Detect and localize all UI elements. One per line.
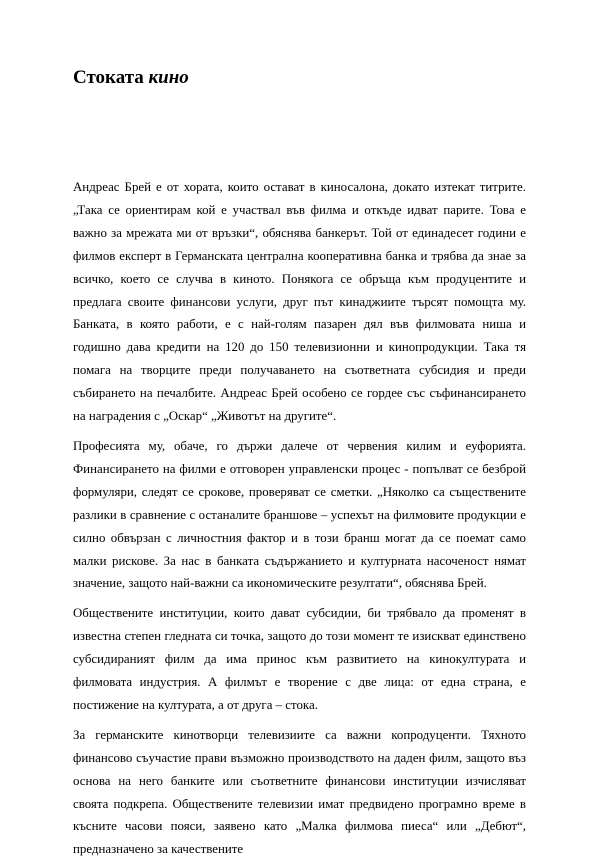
paragraph-1: Андреас Брей е от хората, които остават в киносалона, докато изтекат титрите. „Така се ориентирам кой е участвал във филма и откъде идват парите. Това е важно за мрежата ми от връзки“, обяснява банкерът. Той от единадесет години е филмов експерт в Германската централна кооперативна банка и трябва да знае за всичко, което се случва в киното. Понякога се обръща към продуцентите и предлага своите финансови услуги, друг път кинаджиите търсят помощта му. Банката, в която работи, е с най-голям пазарен дял във филмовата ниша и годишно дава кредити на 120 до 150 телевизионни и кинопродукции. Така тя помага на творците преди получаването на съответната субсидия и преди събирането на печалбите. Андреас Брей особено се гордее със съфинансирането на наградения с „Оскар“ „Животът на другите“.	[73, 180, 526, 424]
paragraph-3: Обществените институции, които дават субсидии, би трябвало да променят в известна степен гледната си точка, защото до този момент те изискват единствено субсидираният филм да има принос към развитието на кинокултурата и филмовата индустрия. А филмът е творение с две лица: от една страна, е постижение на културата, а от друга – стока.	[73, 606, 526, 712]
paragraph-4: За германските кинотворци телевизиите са важни копродуценти. Тяхното финансово съучастие прави възможно производството на даден филм, защото въз основа на него банките или съответните финансови институции изчисляват своята подкрепа. Обществените телевизии имат предвидено програмно време в късните часови пояси, заявено като „Малка филмова пиеса“ или „Дебют“, предназначено за качествените	[73, 727, 526, 857]
title-italic-text: кино	[148, 67, 189, 88]
title-text: Стоката	[73, 67, 149, 88]
paragraph-2: Професията му, обаче, го държи далече от червения килим и еуфорията. Финансирането на филми е отговорен управленски процес - попълват се безброй формуляри, следят се срокове, проверяват се сметки. „Няколко са съществените разлики в сравнение с останалите браншове – успехът на филмовите продукции е силно обвързан с личностния фактор и в този бранш могат да се поемат само малки рискове. За нас в банката съдържанието и културната насоченост нямат значение, защото най-важни са икономическите резултати“, обяснява Брей.	[73, 438, 526, 591]
article-body	[73, 176, 526, 857]
document-title	[73, 66, 189, 90]
